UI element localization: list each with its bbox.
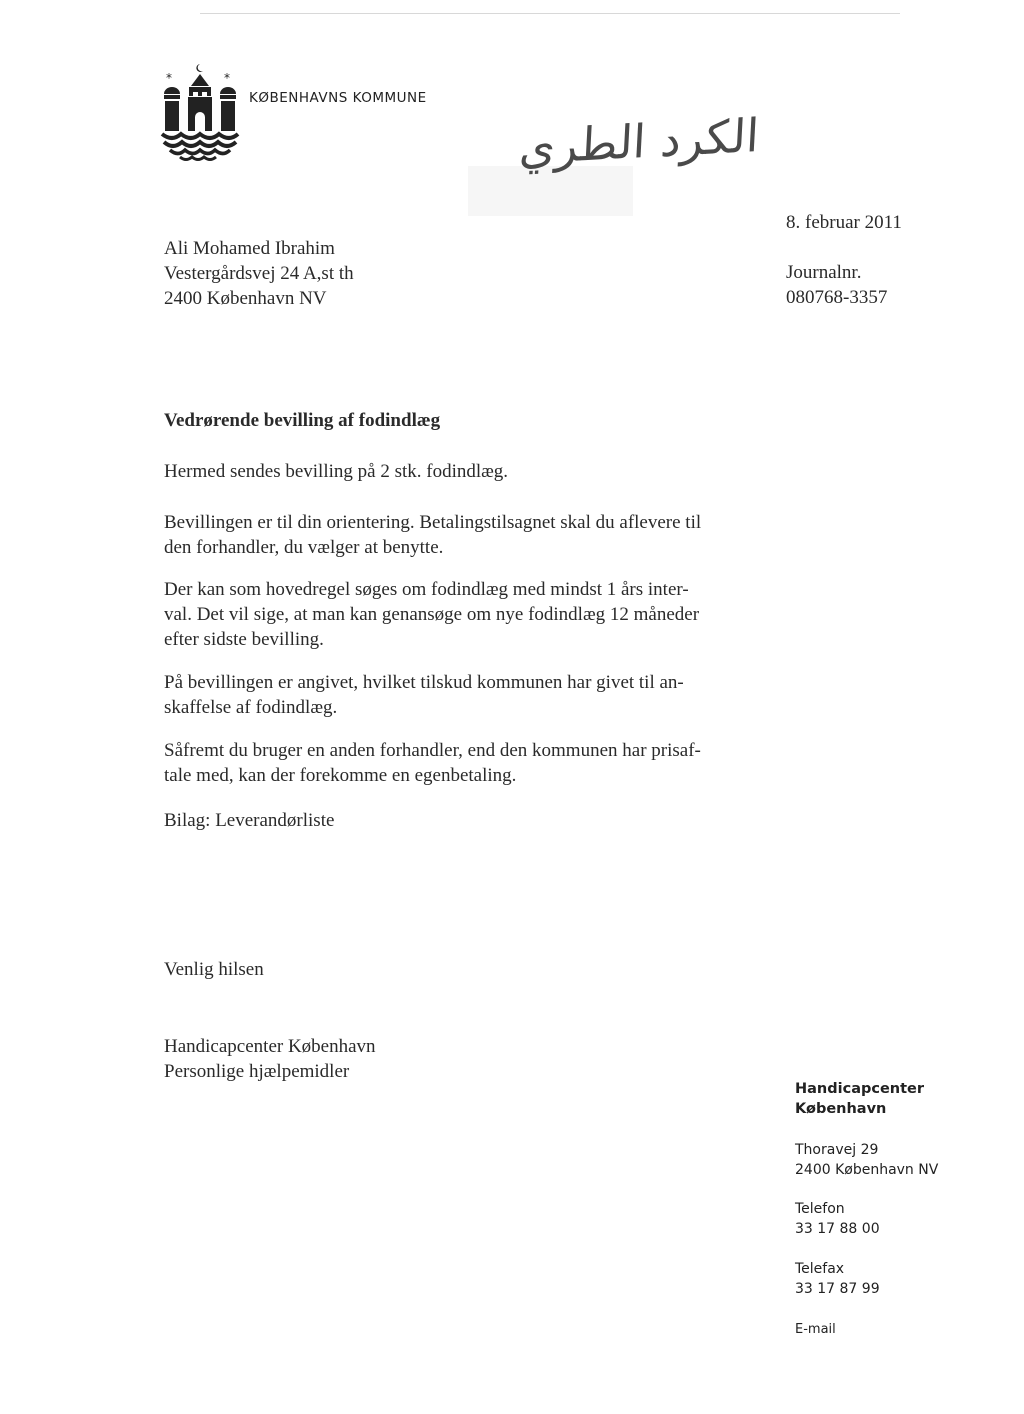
signature-line: Personlige hjælpemidler: [164, 1061, 350, 1082]
organization-name: KØBENHAVNS KOMMUNE: [249, 90, 427, 106]
footer-address-line: 2400 København NV: [795, 1162, 939, 1178]
letter-subject: Vedrørende bevilling af fodindlæg: [164, 410, 441, 431]
journal-block: [786, 260, 887, 310]
recipient-name: Ali Mohamed Ibrahim: [164, 238, 335, 259]
copenhagen-coat-of-arms-icon: [160, 62, 240, 162]
paragraph-line: Såfremt du bruger en anden forhandler, end den kommunen har prisaf-: [164, 740, 701, 761]
journal-number: 080768-3357: [786, 287, 888, 308]
recipient-street: Vestergårdsvej 24 A,st th: [164, 263, 354, 284]
closing: Venlig hilsen: [164, 959, 264, 980]
footer-org-line: København: [795, 1101, 887, 1117]
attachment-note: [164, 808, 764, 833]
paragraph-line: skaffelse af fodindlæg.: [164, 697, 338, 718]
signature-line: Handicapcenter København: [164, 1036, 376, 1057]
paragraph: [164, 510, 764, 560]
recipient-city: 2400 København NV: [164, 288, 327, 309]
paragraph-line: efter sidste bevilling.: [164, 629, 324, 650]
footer-org-line: Handicapcenter: [795, 1081, 925, 1097]
fax-number: 33 17 87 99: [795, 1281, 880, 1297]
paragraph: [164, 738, 764, 788]
fax-label: Telefax: [795, 1261, 845, 1277]
footer-address-line: Thoravej 29: [795, 1142, 879, 1158]
paragraph: [164, 670, 764, 720]
paragraph-line: Der kan som hovedregel søges om fodindlæg med mindst 1 års inter-: [164, 579, 689, 600]
letter-date: 8. februar 2011: [786, 212, 902, 233]
footer-fax: [795, 1259, 880, 1299]
footer-address: [795, 1140, 938, 1180]
phone-label: Telefon: [795, 1201, 845, 1217]
footer-email-label: E-mail: [795, 1322, 836, 1337]
paragraph-line: Bevillingen er til din orientering. Betalingstilsagnet skal du aflevere til: [164, 512, 702, 533]
paragraph-line: Bilag: Leverandørliste: [164, 810, 335, 831]
footer-phone: [795, 1199, 880, 1239]
paragraph: [164, 459, 764, 484]
scan-artifact-line: [200, 13, 900, 14]
paragraph-line: val. Det vil sige, at man kan genansøge om nye fodindlæg 12 måneder: [164, 604, 700, 625]
paragraph-line: tale med, kan der forekomme en egenbetaling.: [164, 765, 517, 786]
svg-text:*: *: [166, 71, 172, 85]
paragraph-line: Hermed sendes bevilling på 2 stk. fodindlæg.: [164, 461, 509, 482]
paragraph: [164, 577, 764, 652]
footer-organization: [795, 1079, 924, 1119]
phone-number: 33 17 88 00: [795, 1221, 880, 1237]
signature-block: [164, 1034, 764, 1084]
handwritten-arabic-note: الكرد الطري: [517, 108, 761, 175]
paragraph-line: På bevillingen er angivet, hvilket tilskud kommunen har givet til an-: [164, 672, 684, 693]
recipient-address: [164, 236, 354, 311]
svg-text:*: *: [224, 71, 230, 85]
journal-label: Journalnr.: [786, 262, 862, 283]
paragraph-line: den forhandler, du vælger at benytte.: [164, 537, 444, 558]
